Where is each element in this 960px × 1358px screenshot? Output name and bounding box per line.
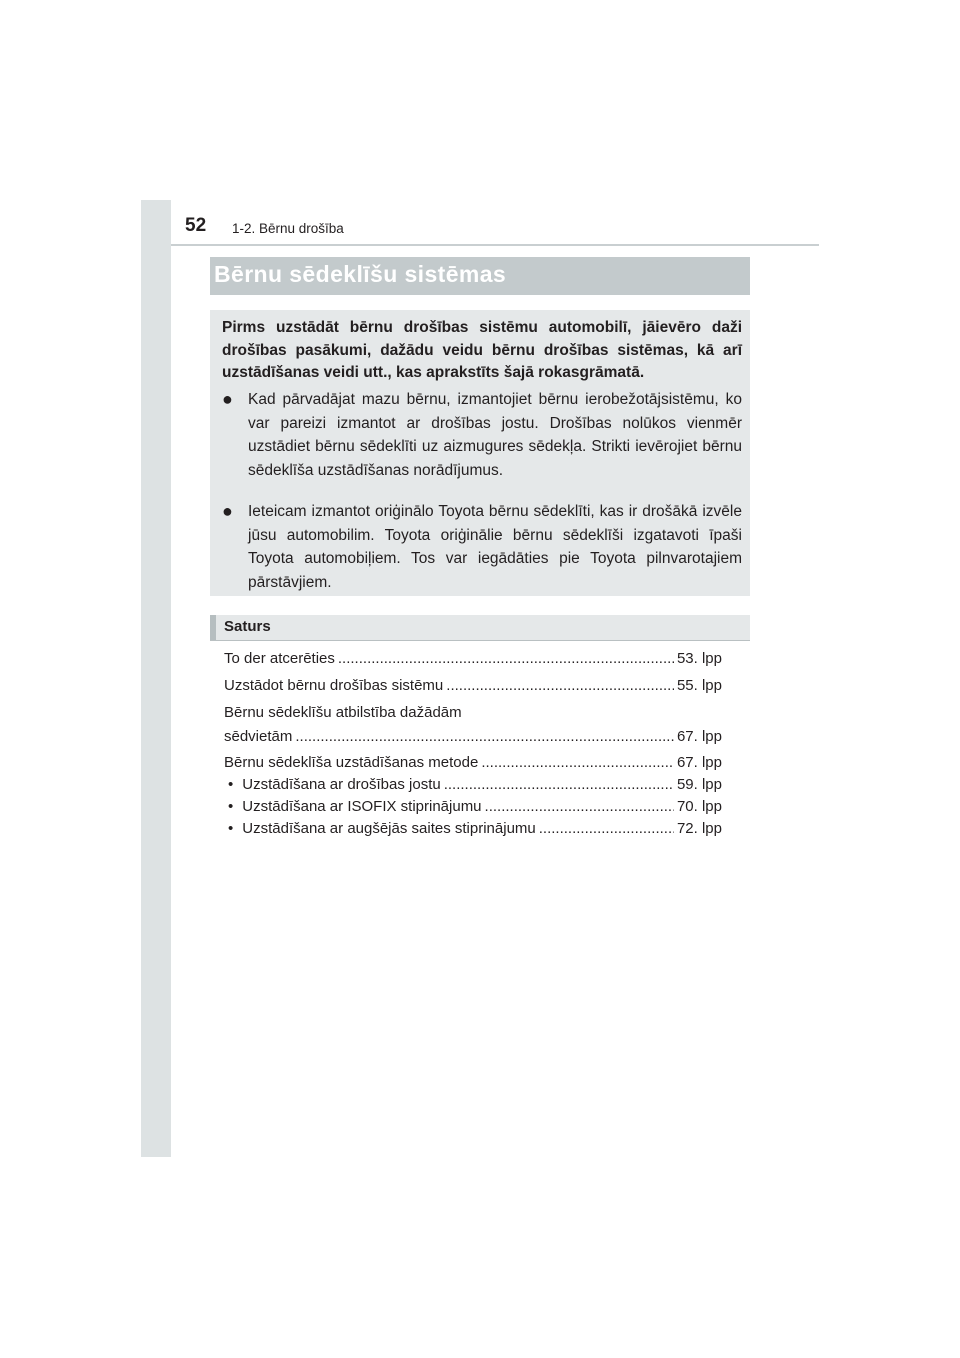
toc-entry[interactable] <box>224 675 722 702</box>
contents-heading-bar <box>210 615 750 641</box>
toc-entry-page: 53. lpp <box>676 650 722 667</box>
header-rule <box>171 244 819 246</box>
contents-list <box>224 648 722 840</box>
toc-leader <box>338 648 674 670</box>
toc-entry-page: 59. lpp <box>676 776 722 793</box>
sub-bullet-icon: • <box>228 776 234 793</box>
toc-entry[interactable] <box>224 726 722 752</box>
toc-leader <box>444 774 674 796</box>
section-label: 1-2. Bērnu drošība <box>232 221 344 236</box>
toc-entry-label-line: Bērnu sēdeklīšu atbilstība dažādām <box>224 704 462 721</box>
toc-subentry[interactable] <box>224 774 722 796</box>
toc-entry-page: 70. lpp <box>676 798 722 815</box>
toc-entry[interactable] <box>224 648 722 675</box>
toc-leader <box>539 818 674 840</box>
intro-lead: Pirms uzstādāt bērnu drošības sistēmu automobilī, jāievēro daži drošības pasākumi, dažādu veidu bērnu drošības sistēmas, kā arī uzstādīšanas veidi utt., kas aprakstīts šajā rokasgrāmatā. <box>222 319 742 381</box>
side-strip <box>141 200 171 1157</box>
toc-leader <box>446 675 674 697</box>
page-number: 52 <box>185 215 207 236</box>
toc-leader <box>295 726 674 748</box>
toc-entry-label: Uzstādīšana ar augšējās saites stiprinājumu <box>242 820 536 837</box>
intro-bullet <box>222 500 742 594</box>
sub-bullet-icon: • <box>228 798 234 815</box>
toc-leader <box>485 796 674 818</box>
intro-bullet-text: Ieteicam izmantot oriģinālo Toyota bērnu sēdeklīti, kas ir drošākā izvēle jūsu automobilim. Toyota oriģinālie bērnu sēdeklīši izgatavoti īpaši Toyota automobiļiem. Tos var iegādāties pie Toyota pilnvarotajiem pārstāvjiem. <box>248 503 742 591</box>
contents-heading-accent <box>210 615 216 640</box>
contents-heading: Saturs <box>224 618 271 635</box>
toc-entry-label: Uzstādīšana ar ISOFIX stiprinājumu <box>242 798 482 815</box>
toc-entry-label: Uzstādot bērnu drošības sistēmu <box>224 677 444 694</box>
toc-entry-page: 67. lpp <box>676 754 722 771</box>
toc-subentry[interactable] <box>224 796 722 818</box>
bullet-dot-icon: ● <box>222 389 233 409</box>
intro-bullet-text: Kad pārvadājat mazu bērnu, izmantojiet bērnu ierobežotājsistēmu, ko var pareizi izmantot ar drošības jostu. Drošības nolūkos vienmēr uzstādiet bērnu sēdeklīti uz aizmugures sēdekļa. Strikti ievērojiet bērnu sēdeklīša uzstādīšanas norādījumus. <box>248 391 742 479</box>
bullet-dot-icon: ● <box>222 501 233 521</box>
toc-leader <box>481 752 674 774</box>
page-title: Bērnu sēdeklīšu sistēmas <box>214 261 507 287</box>
toc-entry[interactable] <box>224 752 722 774</box>
toc-entry-label: To der atcerēties <box>224 650 335 667</box>
toc-entry-page: 67. lpp <box>676 728 722 745</box>
intro-box <box>210 310 750 596</box>
toc-entry-page: 55. lpp <box>676 677 722 694</box>
toc-subentry[interactable] <box>224 818 722 840</box>
toc-entry-label: Uzstādīšana ar drošības jostu <box>242 776 441 793</box>
toc-entry-page: 72. lpp <box>676 820 722 837</box>
toc-entry-label: Bērnu sēdeklīša uzstādīšanas metode <box>224 754 479 771</box>
section-title-bar <box>210 257 750 295</box>
intro-bullet <box>222 388 742 482</box>
toc-entry-label: sēdvietām <box>224 728 293 745</box>
sub-bullet-icon: • <box>228 820 234 837</box>
